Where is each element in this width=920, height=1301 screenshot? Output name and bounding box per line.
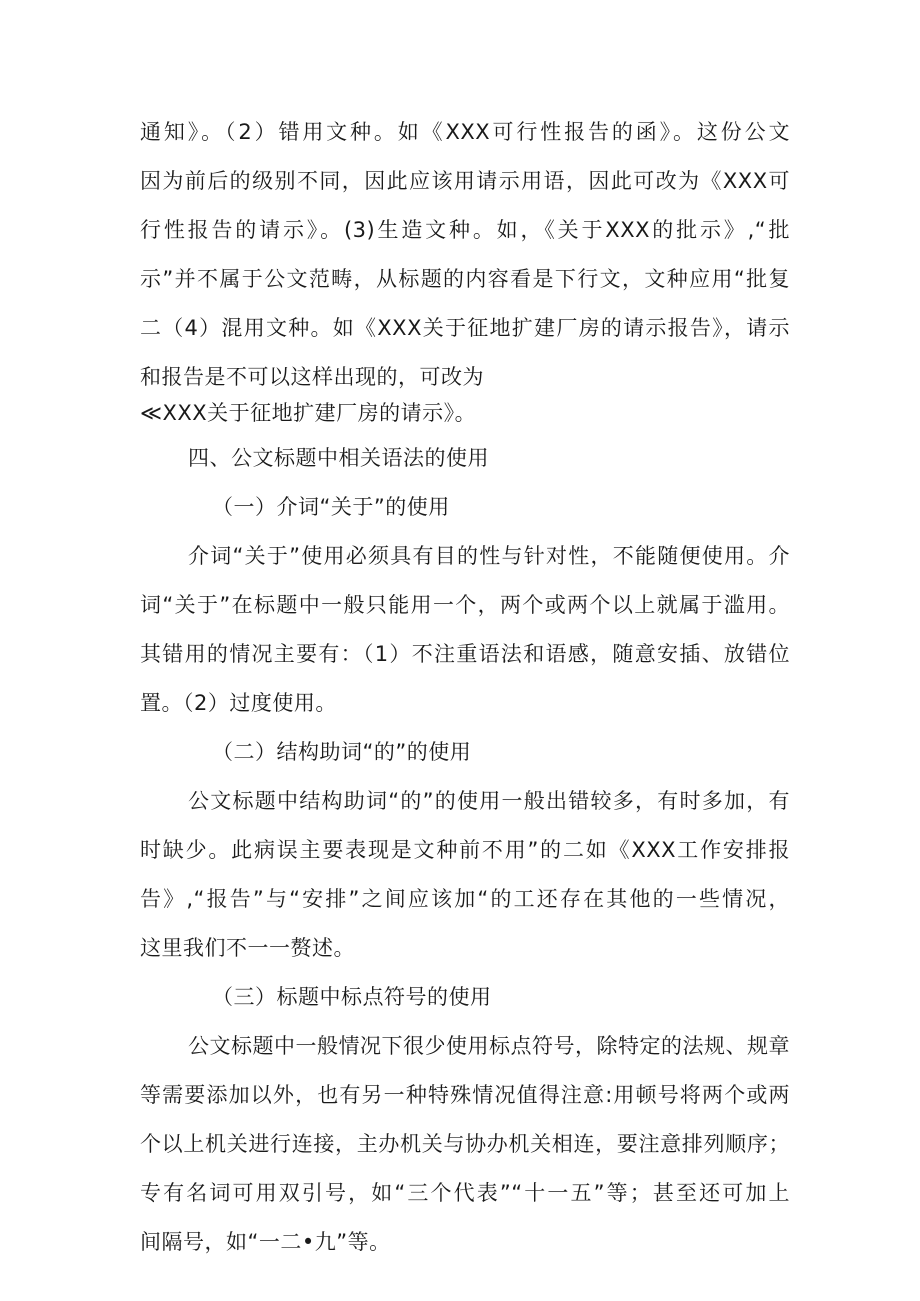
text-line: 因为前后的级别不同，因此应该用请示用语，因此可改为《XXX可 [140,169,790,193]
text-line: ≪XXX关于征地扩建厂房的请示》。 [140,401,477,425]
text-line: 时缺少。此病误主要表现是文种前不用”的二如《XXX工作安排报 [140,838,790,862]
text-line: 间隔号，如“一二•九”等。 [140,1230,391,1254]
text-line: （一）介词“关于”的使用 [212,495,450,519]
text-line: 告》,“报告”与“安排”之间应该加“的工还存在其他的一些情况， [140,887,790,911]
text-line: 个以上机关进行连接，主办机关与协办机关相连，要注意排列顺序； [140,1132,790,1156]
text-line: 行性报告的请示》。(3)生造文种。如，《关于XXX的批示》,“批 [140,218,790,242]
text-line: 四、公文标题中相关语法的使用 [188,446,489,470]
text-line: 这里我们不一一赘述。 [140,936,355,960]
text-line: 公文标题中结构助词“的”的使用一般出错较多，有时多加，有 [188,789,790,813]
text-line: 示”并不属于公文范畴，从标题的内容看是下行文，文种应用“批复 [140,267,790,291]
text-line: 置。（2）过度使用。 [140,691,337,715]
text-line: 词“关于”在标题中一般只能用一个，两个或两个以上就属于滥用。 [140,593,790,617]
text-line: 其错用的情况主要有：（1）不注重语法和语感，随意安插、放错位 [140,642,790,666]
text-line: 专有名词可用双引号，如“三个代表”“十一五”等；甚至还可加上 [140,1181,790,1205]
text-line: 和报告是不可以这样出现的，可改为 [140,365,484,389]
text-line: 介词“关于”使用必须具有目的性与针对性，不能随便使用。介 [188,544,790,568]
text-line: 通知》。（2）错用文种。如《XXX可行性报告的函》。这份公文 [140,120,790,144]
text-line: 公文标题中一般情况下很少使用标点符号，除特定的法规、规章 [188,1034,790,1058]
text-line: （二）结构助词“的”的使用 [212,740,472,764]
text-line: 等需要添加以外，也有另一种特殊情况值得注意:用顿号将两个或两 [140,1083,790,1107]
text-line: 二（4）混用文种。如《XXX关于征地扩建厂房的请示报告》，请示 [140,316,790,340]
text-line: （三）标题中标点符号的使用 [212,985,492,1009]
